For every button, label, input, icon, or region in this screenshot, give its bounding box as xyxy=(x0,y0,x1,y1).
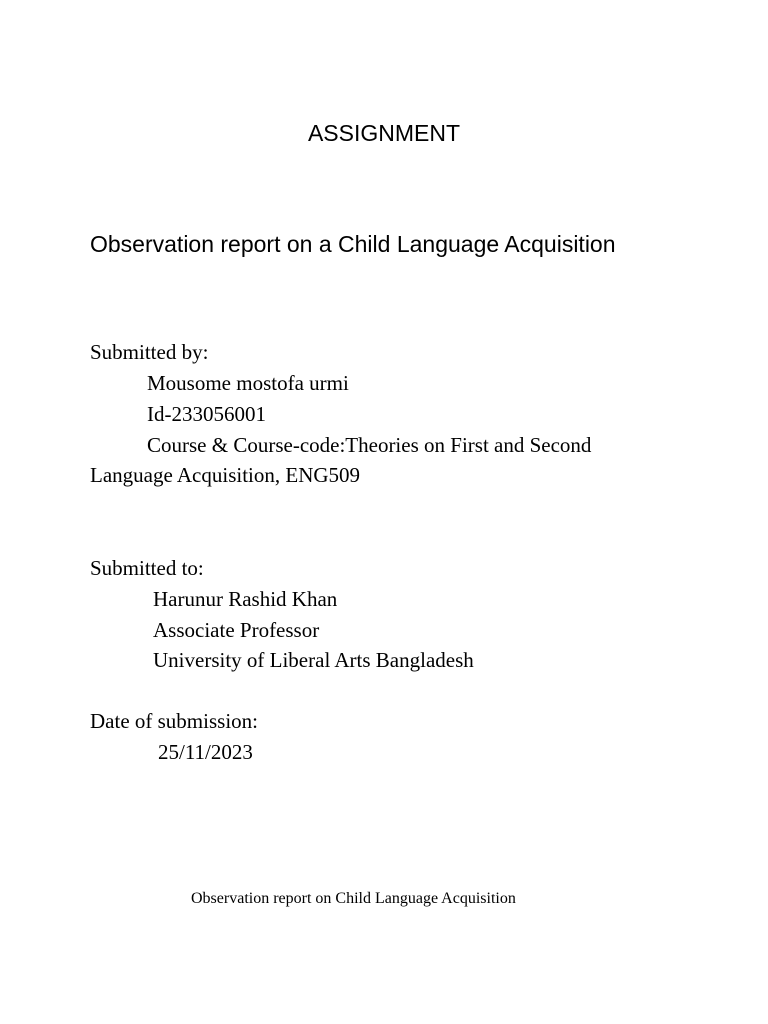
course-info-line1: Course & Course-code:Theories on First and Second xyxy=(147,433,592,457)
submitted-by-label: Submitted by: xyxy=(90,340,209,364)
instructor-designation: Associate Professor xyxy=(153,618,320,642)
page-footer: Observation report on Child Language Acquisition xyxy=(191,890,516,907)
student-id: Id-233056001 xyxy=(147,402,266,426)
submitted-to-label: Submitted to: xyxy=(90,556,204,580)
submission-date-value: 25/11/2023 xyxy=(158,740,253,764)
student-name: Mousome mostofa urmi xyxy=(147,371,349,395)
report-title: Observation report on a Child Language Acquisition xyxy=(90,231,616,257)
instructor-name: Harunur Rashid Khan xyxy=(153,587,338,611)
submission-date-label: Date of submission: xyxy=(90,709,258,733)
instructor-institution: University of Liberal Arts Bangladesh xyxy=(153,648,474,672)
assignment-heading: ASSIGNMENT xyxy=(307,120,461,146)
course-info-line2: Language Acquisition, ENG509 xyxy=(90,463,361,487)
